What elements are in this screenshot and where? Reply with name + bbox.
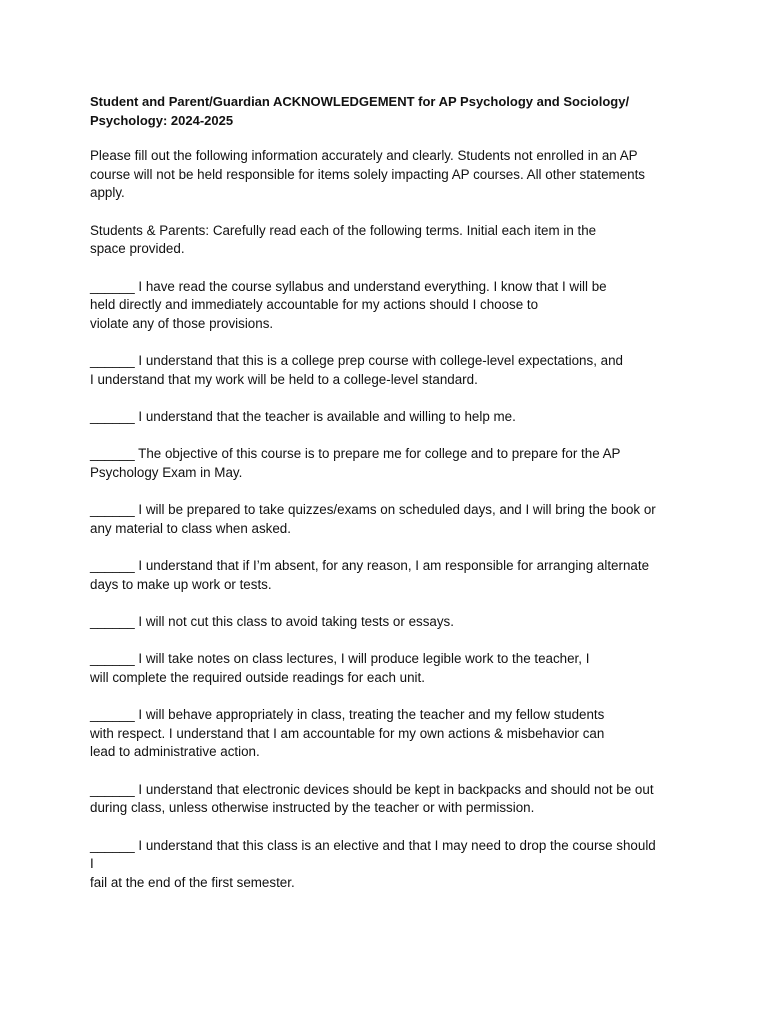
instructions-line: Students & Parents: Carefully read each of the following terms. Initial each item in the	[90, 222, 597, 238]
intro-paragraph	[90, 147, 690, 203]
item-line: held directly and immediately accountable for my actions should I choose to	[90, 297, 539, 313]
item-line: I	[90, 856, 94, 872]
document-page	[90, 92, 690, 893]
document-title	[90, 92, 690, 130]
item-line: ______ I understand that the teacher is available and willing to help me.	[90, 409, 516, 425]
item-line: I understand that my work will be held to a college-level standard.	[90, 371, 478, 387]
acknowledgement-item	[90, 613, 690, 632]
item-line: Psychology Exam in May.	[90, 464, 243, 480]
acknowledgement-item	[90, 445, 690, 482]
intro-line: course will not be held responsible for items solely impacting AP courses. All other statements	[90, 166, 645, 182]
item-line: with respect. I understand that I am accountable for my own actions & misbehavior can	[90, 725, 605, 741]
instructions-paragraph	[90, 222, 690, 259]
item-line: violate any of those provisions.	[90, 315, 274, 331]
item-line: ______ I understand that electronic devices should be kept in backpacks and should not be out	[90, 781, 654, 797]
instructions-line: space provided.	[90, 241, 185, 257]
acknowledgement-item	[90, 557, 690, 594]
item-line: ______ I will not cut this class to avoid taking tests or essays.	[90, 613, 454, 629]
title-line: Student and Parent/Guardian ACKNOWLEDGEMENT for AP Psychology and Sociology/	[90, 94, 630, 109]
item-line: ______ I understand that if I’m absent, for any reason, I am responsible for arranging alternate	[90, 558, 650, 574]
item-line: ______ I have read the course syllabus and understand everything. I know that I will be	[90, 278, 607, 294]
item-line: ______ The objective of this course is to prepare me for college and to prepare for the AP	[90, 446, 621, 462]
item-line: ______ I will behave appropriately in class, treating the teacher and my fellow students	[90, 707, 605, 723]
acknowledgement-item	[90, 278, 690, 334]
item-line: during class, unless otherwise instructed by the teacher or with permission.	[90, 800, 535, 816]
acknowledgement-item	[90, 650, 690, 687]
item-line: ______ I understand that this class is an elective and that I may need to drop the course should	[90, 837, 656, 853]
item-line: days to make up work or tests.	[90, 576, 272, 592]
title-line: Psychology: 2024-2025	[90, 113, 234, 128]
item-line: any material to class when asked.	[90, 520, 291, 536]
intro-line: apply.	[90, 185, 125, 201]
acknowledgement-item	[90, 837, 690, 893]
intro-line: Please fill out the following information accurately and clearly. Students not enrolled in an AP	[90, 148, 638, 163]
item-line: ______ I understand that this is a college prep course with college-level expectations, and	[90, 353, 623, 369]
acknowledgement-item	[90, 706, 690, 762]
item-line: ______ I will take notes on class lectures, I will produce legible work to the teacher, I	[90, 651, 590, 667]
acknowledgement-item	[90, 501, 690, 538]
item-line: fail at the end of the first semester.	[90, 874, 295, 890]
item-line: lead to administrative action.	[90, 744, 260, 760]
item-line: will complete the required outside readings for each unit.	[90, 669, 425, 685]
item-line: ______ I will be prepared to take quizzes/exams on scheduled days, and I will bring the book or	[90, 502, 656, 518]
acknowledgement-item	[90, 781, 690, 818]
acknowledgement-item	[90, 352, 690, 389]
acknowledgement-item	[90, 408, 690, 427]
